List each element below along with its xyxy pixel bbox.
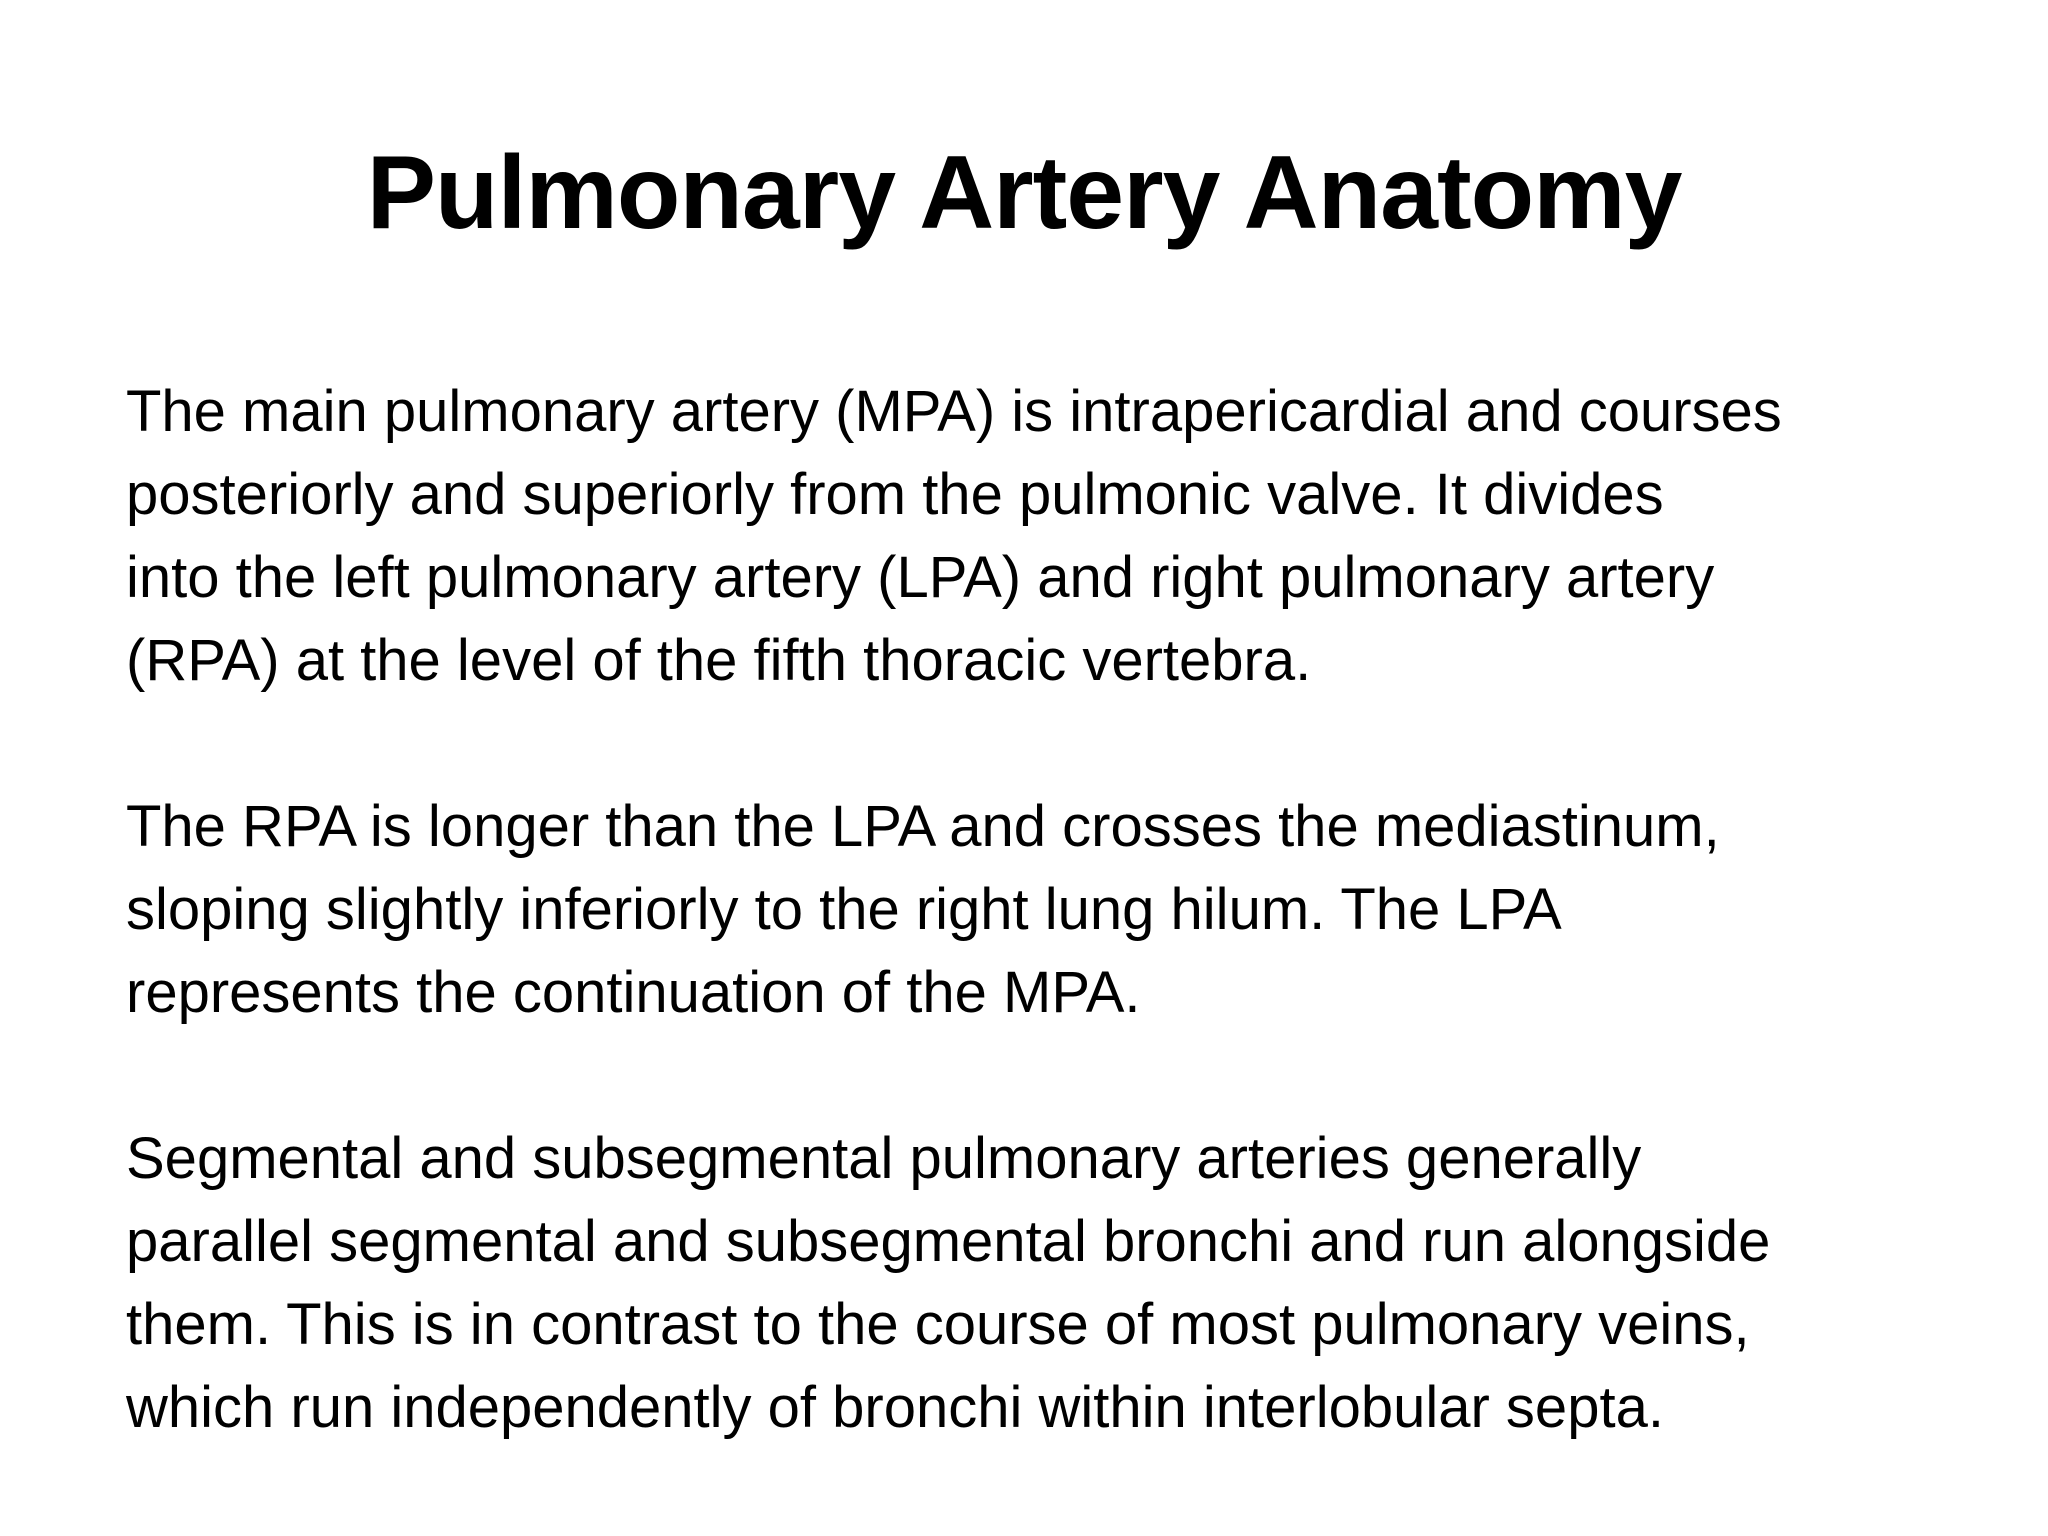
text-line: The RPA is longer than the LPA and crosses the mediastinum, [126,794,1720,859]
text-line: Segmental and subsegmental pulmonary arteries generally [126,1126,1642,1191]
text-line: parallel segmental and subsegmental bronchi and run alongside [126,1209,1771,1274]
paragraph-mpa [126,370,2006,702]
text-line: posteriorly and superiorly from the pulmonic valve. It divides [126,462,1664,527]
text-line: sloping slightly inferiorly to the right lung hilum. The LPA [126,877,1562,942]
paragraph-segmental [126,1117,2006,1449]
slide-body [126,370,2006,1449]
text-line: represents the continuation of the MPA. [126,960,1141,1025]
paragraph-spacer [126,702,2006,785]
text-line: which run independently of bronchi within interlobular septa. [126,1375,1664,1440]
text-line: The main pulmonary artery (MPA) is intrapericardial and courses [126,379,1782,444]
text-line: into the left pulmonary artery (LPA) and right pulmonary artery [126,545,1715,610]
paragraph-spacer [126,1034,2006,1117]
slide-title: Pulmonary Artery Anatomy [366,135,1682,251]
text-line: them. This is in contrast to the course of most pulmonary veins, [126,1292,1750,1357]
paragraph-rpa-lpa [126,785,2006,1034]
text-line: (RPA) at the level of the fifth thoracic vertebra. [126,628,1312,693]
